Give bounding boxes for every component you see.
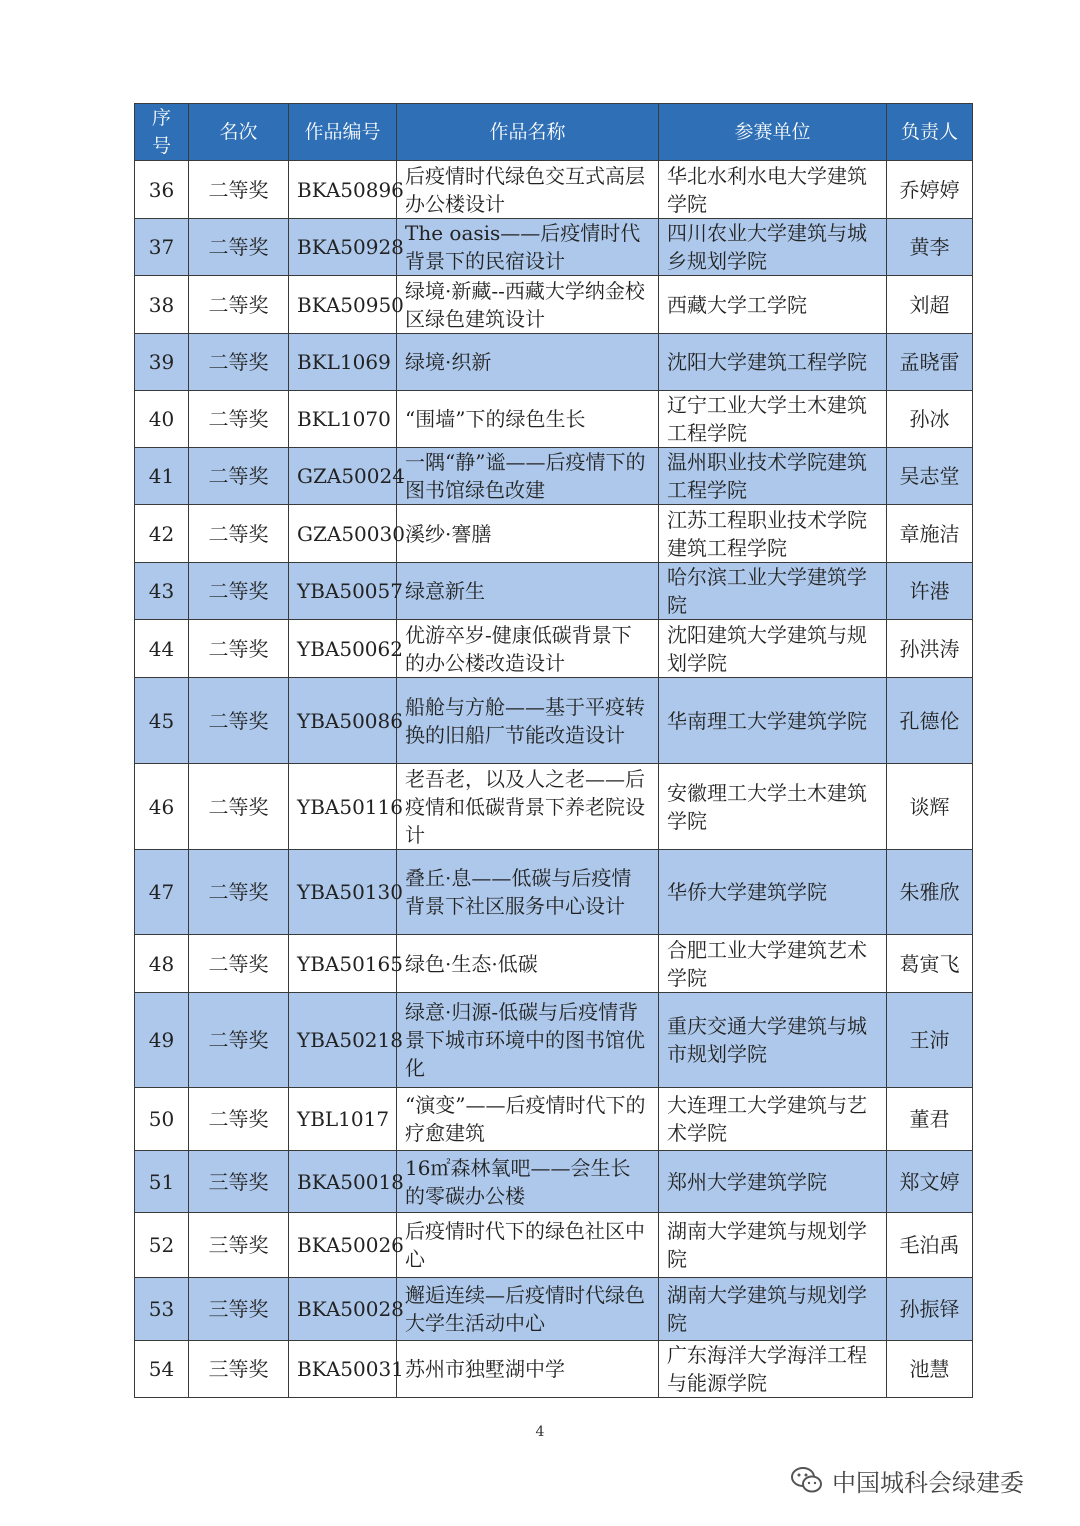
cell-leader: 葛寅飞 (887, 935, 973, 993)
cell-rank: 二等奖 (189, 850, 289, 935)
cell-serial: 49 (135, 993, 189, 1088)
cell-serial: 38 (135, 276, 189, 334)
cell-serial: 37 (135, 219, 189, 276)
cell-title: 绿色·生态·低碳 (397, 935, 659, 993)
cell-serial: 36 (135, 161, 189, 219)
header-leader: 负责人 (887, 104, 973, 161)
cell-unit: 西藏大学工学院 (659, 276, 887, 334)
cell-title: 绿境·织新 (397, 334, 659, 391)
cell-rank: 二等奖 (189, 620, 289, 678)
cell-leader: 许港 (887, 563, 973, 620)
cell-code: GZA50030 (289, 505, 397, 563)
cell-leader: 董君 (887, 1088, 973, 1151)
cell-serial: 47 (135, 850, 189, 935)
cell-rank: 三等奖 (189, 1278, 289, 1341)
cell-title: 船舱与方舱——基于平疫转换的旧船厂节能改造设计 (397, 678, 659, 764)
award-table (134, 103, 973, 1398)
cell-serial: 53 (135, 1278, 189, 1341)
table-row (135, 935, 973, 993)
cell-leader: 朱雅欣 (887, 850, 973, 935)
watermark (790, 1460, 1024, 1500)
cell-title: “围墙”下的绿色生长 (397, 391, 659, 448)
cell-title: 后疫情时代绿色交互式高层办公楼设计 (397, 161, 659, 219)
table-row (135, 1341, 973, 1398)
cell-leader: 乔婷婷 (887, 161, 973, 219)
cell-title: “演变”——后疫情时代下的疗愈建筑 (397, 1088, 659, 1151)
cell-code: BKA50026 (289, 1213, 397, 1278)
cell-rank: 二等奖 (189, 993, 289, 1088)
cell-rank: 二等奖 (189, 219, 289, 276)
cell-title: 绿境·新藏--西藏大学纳金校区绿色建筑设计 (397, 276, 659, 334)
cell-leader: 孙冰 (887, 391, 973, 448)
cell-code: YBA50086 (289, 678, 397, 764)
cell-leader: 孙振铎 (887, 1278, 973, 1341)
table-row (135, 764, 973, 850)
wechat-icon (790, 1465, 824, 1495)
cell-serial: 41 (135, 448, 189, 505)
table-row (135, 505, 973, 563)
cell-unit: 华北水利水电大学建筑学院 (659, 161, 887, 219)
cell-code: BKA50018 (289, 1151, 397, 1213)
cell-serial: 42 (135, 505, 189, 563)
table-row (135, 563, 973, 620)
cell-serial: 43 (135, 563, 189, 620)
cell-unit: 四川农业大学建筑与城乡规划学院 (659, 219, 887, 276)
cell-unit: 安徽理工大学土木建筑学院 (659, 764, 887, 850)
cell-leader: 王沛 (887, 993, 973, 1088)
cell-serial: 45 (135, 678, 189, 764)
table-row (135, 1151, 973, 1213)
cell-title: 苏州市独墅湖中学 (397, 1341, 659, 1398)
cell-title: 绿意新生 (397, 563, 659, 620)
table-row (135, 1213, 973, 1278)
cell-code: BKA50950 (289, 276, 397, 334)
cell-code: YBA50057 (289, 563, 397, 620)
cell-rank: 二等奖 (189, 935, 289, 993)
cell-unit: 大连理工大学建筑与艺术学院 (659, 1088, 887, 1151)
cell-unit: 华南理工大学建筑学院 (659, 678, 887, 764)
cell-unit: 重庆交通大学建筑与城市规划学院 (659, 993, 887, 1088)
cell-leader: 黄李 (887, 219, 973, 276)
watermark-text: 中国城科会绿建委 (832, 1468, 1024, 1497)
cell-code: YBA50218 (289, 993, 397, 1088)
cell-title: 一隅“静”谧——后疫情下的图书馆绿色改建 (397, 448, 659, 505)
cell-title: The oasis——后疫情时代背景下的民宿设计 (397, 219, 659, 276)
cell-rank: 二等奖 (189, 391, 289, 448)
cell-leader: 孙洪涛 (887, 620, 973, 678)
cell-title: 优游卒岁-健康低碳背景下的办公楼改造设计 (397, 620, 659, 678)
header-code: 作品编号 (289, 104, 397, 161)
cell-code: BKA50928 (289, 219, 397, 276)
header-serial: 序号 (135, 104, 189, 161)
cell-unit: 合肥工业大学建筑艺术学院 (659, 935, 887, 993)
cell-leader: 谈辉 (887, 764, 973, 850)
cell-code: YBA50130 (289, 850, 397, 935)
table-row (135, 1278, 973, 1341)
cell-serial: 51 (135, 1151, 189, 1213)
cell-rank: 二等奖 (189, 161, 289, 219)
cell-rank: 三等奖 (189, 1213, 289, 1278)
cell-unit: 哈尔滨工业大学建筑学院 (659, 563, 887, 620)
cell-unit: 沈阳大学建筑工程学院 (659, 334, 887, 391)
table-row (135, 993, 973, 1088)
cell-rank: 二等奖 (189, 764, 289, 850)
cell-unit: 沈阳建筑大学建筑与规划学院 (659, 620, 887, 678)
table-row (135, 448, 973, 505)
cell-unit: 华侨大学建筑学院 (659, 850, 887, 935)
cell-title: 老吾老，以及人之老——后疫情和低碳背景下养老院设计 (397, 764, 659, 850)
page-number: 4 (535, 1424, 545, 1440)
table-row (135, 391, 973, 448)
header-title: 作品名称 (397, 104, 659, 161)
cell-leader: 孔德伦 (887, 678, 973, 764)
cell-code: YBA50062 (289, 620, 397, 678)
table-row (135, 620, 973, 678)
cell-rank: 二等奖 (189, 334, 289, 391)
cell-serial: 40 (135, 391, 189, 448)
cell-unit: 广东海洋大学海洋工程与能源学院 (659, 1341, 887, 1398)
cell-leader: 刘超 (887, 276, 973, 334)
cell-title: 邂逅连续—后疫情时代绿色大学生活动中心 (397, 1278, 659, 1341)
header-rank: 名次 (189, 104, 289, 161)
cell-serial: 48 (135, 935, 189, 993)
cell-code: BKL1070 (289, 391, 397, 448)
table-row (135, 276, 973, 334)
header-unit: 参赛单位 (659, 104, 887, 161)
cell-leader: 章施洁 (887, 505, 973, 563)
cell-rank: 三等奖 (189, 1341, 289, 1398)
cell-rank: 二等奖 (189, 276, 289, 334)
cell-title: 溪纱·謇膳 (397, 505, 659, 563)
cell-unit: 江苏工程职业技术学院建筑工程学院 (659, 505, 887, 563)
cell-rank: 二等奖 (189, 448, 289, 505)
table-body (135, 161, 973, 1398)
cell-code: BKA50896 (289, 161, 397, 219)
cell-code: BKA50031 (289, 1341, 397, 1398)
cell-leader: 郑文婷 (887, 1151, 973, 1213)
cell-title: 16㎡森林氧吧——会生长的零碳办公楼 (397, 1151, 659, 1213)
cell-serial: 39 (135, 334, 189, 391)
cell-leader: 吴志堂 (887, 448, 973, 505)
cell-rank: 二等奖 (189, 1088, 289, 1151)
table-row (135, 219, 973, 276)
cell-title: 后疫情时代下的绿色社区中心 (397, 1213, 659, 1278)
cell-rank: 二等奖 (189, 678, 289, 764)
cell-serial: 46 (135, 764, 189, 850)
cell-rank: 三等奖 (189, 1151, 289, 1213)
table-row (135, 678, 973, 764)
cell-serial: 54 (135, 1341, 189, 1398)
cell-code: BKL1069 (289, 334, 397, 391)
cell-leader: 池慧 (887, 1341, 973, 1398)
table-row (135, 161, 973, 219)
cell-title: 绿意·归源-低碳与后疫情背景下城市环境中的图书馆优化 (397, 993, 659, 1088)
cell-serial: 52 (135, 1213, 189, 1278)
cell-code: YBA50116 (289, 764, 397, 850)
cell-code: YBL1017 (289, 1088, 397, 1151)
cell-unit: 郑州大学建筑学院 (659, 1151, 887, 1213)
cell-unit: 湖南大学建筑与规划学院 (659, 1213, 887, 1278)
cell-code: YBA50165 (289, 935, 397, 993)
cell-serial: 50 (135, 1088, 189, 1151)
cell-title: 叠丘·息——低碳与后疫情背景下社区服务中心设计 (397, 850, 659, 935)
table-row (135, 334, 973, 391)
cell-unit: 湖南大学建筑与规划学院 (659, 1278, 887, 1341)
table-row (135, 850, 973, 935)
table-header-row (135, 104, 973, 161)
cell-rank: 二等奖 (189, 563, 289, 620)
cell-serial: 44 (135, 620, 189, 678)
cell-leader: 毛泊禹 (887, 1213, 973, 1278)
table-row (135, 1088, 973, 1151)
cell-unit: 辽宁工业大学土木建筑工程学院 (659, 391, 887, 448)
cell-unit: 温州职业技术学院建筑工程学院 (659, 448, 887, 505)
cell-rank: 二等奖 (189, 505, 289, 563)
cell-code: BKA50028 (289, 1278, 397, 1341)
cell-leader: 孟晓雷 (887, 334, 973, 391)
cell-code: GZA50024 (289, 448, 397, 505)
